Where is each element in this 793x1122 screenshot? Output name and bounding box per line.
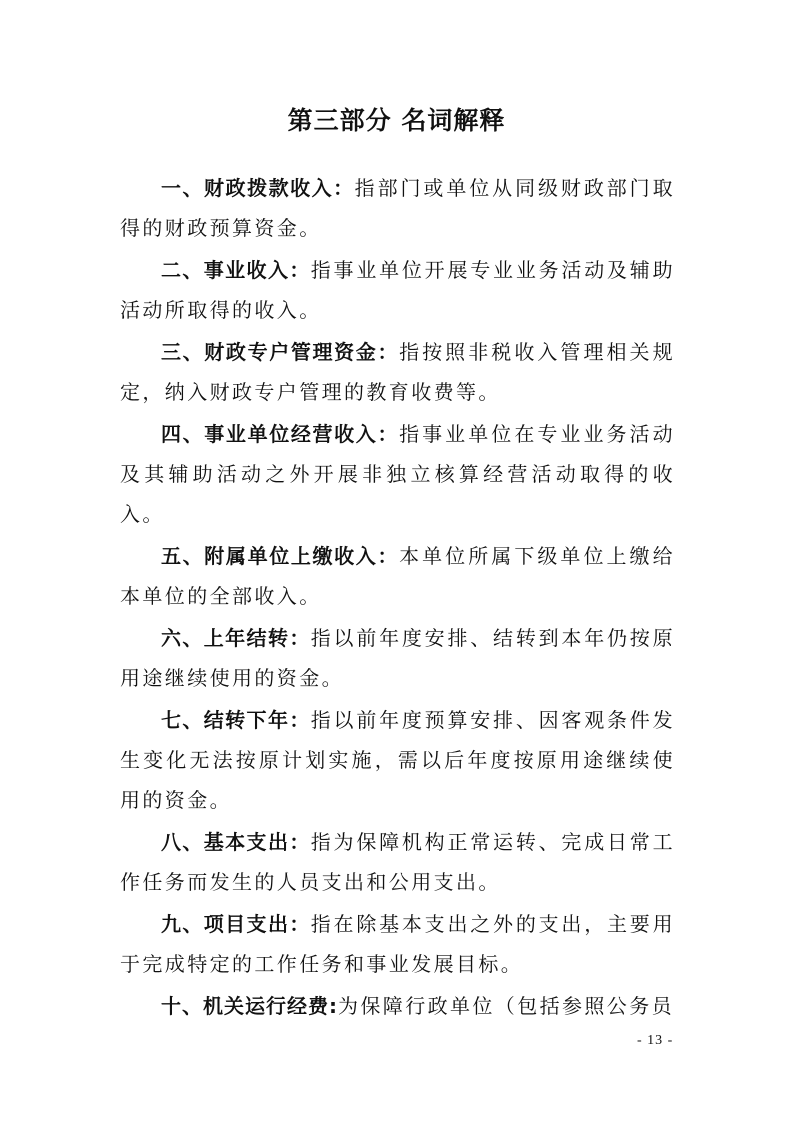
definition-text: 为保障行政单位（包括参照公务员 (338, 994, 674, 1018)
definitions-list (120, 168, 675, 1026)
definition-item (120, 168, 675, 248)
definition-item (120, 986, 675, 1026)
definition-text: 指按照非税收入管理相关规定，纳入财政专户管理的教育收费等。 (120, 340, 675, 404)
definition-item (120, 618, 675, 698)
definition-term: 九、项目支出： (161, 912, 311, 936)
definition-text: 本单位所属下级单位上缴给本单位的全部收入。 (120, 544, 675, 608)
definition-term: 一、财政拨款收入： (161, 176, 355, 200)
definition-item (120, 414, 675, 534)
definition-item (120, 332, 675, 412)
definition-text: 指以前年度预算安排、因客观条件发生变化无法按原计划实施，需以后年度按原用途继续使用的资金。 (120, 708, 675, 812)
definition-text: 指事业单位在专业业务活动及其辅助活动之外开展非独立核算经营活动取得的收入。 (120, 422, 675, 526)
definition-term: 三、财政专户管理资金： (161, 340, 400, 364)
page-title: 第三部分 名词解释 (287, 106, 506, 135)
definition-text: 指事业单位开展专业业务活动及辅助活动所取得的收入。 (120, 258, 675, 322)
definition-term: 五、附属单位上缴收入： (161, 544, 400, 568)
definition-text: 指为保障机构正常运转、完成日常工作任务而发生的人员支出和公用支出。 (120, 830, 675, 894)
definition-term: 四、事业单位经营收入： (161, 422, 400, 446)
definition-term: 七、结转下年： (161, 708, 311, 732)
definition-item (120, 822, 675, 902)
definition-item (120, 250, 675, 330)
page-number: - 13 - (637, 1033, 674, 1048)
definition-term: 六、上年结转： (161, 626, 311, 650)
definition-text: 指部门或单位从同级财政部门取得的财政预算资金。 (120, 176, 676, 240)
definition-item (120, 536, 675, 616)
definition-text: 指以前年度安排、结转到本年仍按原用途继续使用的资金。 (120, 626, 675, 690)
definition-item (120, 700, 675, 820)
definition-term: 十、机关运行经费: (161, 994, 338, 1018)
definition-item (120, 904, 675, 984)
definition-text: 指在除基本支出之外的支出，主要用于完成特定的工作任务和事业发展目标。 (120, 912, 675, 976)
definition-term: 八、基本支出： (161, 830, 311, 854)
definition-term: 二、事业收入： (161, 258, 311, 282)
